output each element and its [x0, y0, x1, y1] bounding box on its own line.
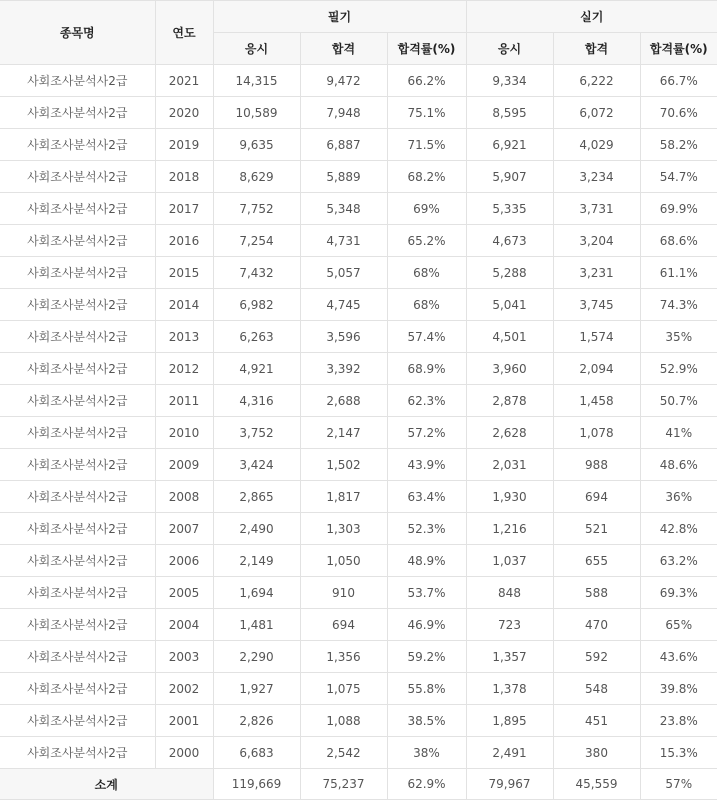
cell-written-applicants: 10,589: [213, 97, 300, 129]
cell-written-passed: 5,889: [300, 161, 387, 193]
cell-practical-passed: 988: [553, 449, 640, 481]
cell-item-name: 사회조사분석사2급: [0, 481, 155, 513]
table-row: [0, 545, 717, 577]
cell-practical-passed: 694: [553, 481, 640, 513]
cell-practical-applicants: 1,216: [466, 513, 553, 545]
cell-year: 2005: [155, 577, 213, 609]
cell-written-pass-rate: 38.5%: [387, 705, 466, 737]
cell-year: 2003: [155, 641, 213, 673]
cell-written-passed: 2,542: [300, 737, 387, 769]
cell-practical-passed: 470: [553, 609, 640, 641]
cell-practical-applicants: 1,357: [466, 641, 553, 673]
cell-practical-pass-rate: 74.3%: [640, 289, 717, 321]
cell-practical-passed: 3,731: [553, 193, 640, 225]
cell-practical-applicants: 1,378: [466, 673, 553, 705]
cell-written-pass-rate: 68%: [387, 257, 466, 289]
cell-written-passed: 1,502: [300, 449, 387, 481]
cell-year: 2014: [155, 289, 213, 321]
cell-item-name: 사회조사분석사2급: [0, 449, 155, 481]
cell-practical-pass-rate: 35%: [640, 321, 717, 353]
group-header-practical: 실기: [466, 1, 717, 33]
cell-practical-passed: 588: [553, 577, 640, 609]
col-header-year: 연도: [155, 1, 213, 65]
cell-practical-pass-rate: 70.6%: [640, 97, 717, 129]
total-practical-pass-rate: 57%: [640, 769, 717, 800]
cell-year: 2021: [155, 65, 213, 97]
cell-practical-pass-rate: 69.3%: [640, 577, 717, 609]
cell-written-applicants: 3,752: [213, 417, 300, 449]
table-row: [0, 737, 717, 769]
cell-item-name: 사회조사분석사2급: [0, 737, 155, 769]
cell-practical-pass-rate: 69.9%: [640, 193, 717, 225]
cell-written-pass-rate: 62.3%: [387, 385, 466, 417]
cell-year: 2004: [155, 609, 213, 641]
cell-written-passed: 3,596: [300, 321, 387, 353]
cell-year: 2018: [155, 161, 213, 193]
table-row: [0, 161, 717, 193]
cell-written-pass-rate: 48.9%: [387, 545, 466, 577]
cell-written-pass-rate: 65.2%: [387, 225, 466, 257]
cell-practical-passed: 592: [553, 641, 640, 673]
cell-practical-applicants: 5,041: [466, 289, 553, 321]
cell-year: 2011: [155, 385, 213, 417]
cell-written-passed: 2,688: [300, 385, 387, 417]
cell-practical-passed: 548: [553, 673, 640, 705]
cell-practical-passed: 1,458: [553, 385, 640, 417]
cell-written-applicants: 9,635: [213, 129, 300, 161]
cell-written-pass-rate: 66.2%: [387, 65, 466, 97]
cell-written-applicants: 3,424: [213, 449, 300, 481]
cell-written-pass-rate: 68.2%: [387, 161, 466, 193]
cell-written-passed: 1,303: [300, 513, 387, 545]
cell-item-name: 사회조사분석사2급: [0, 321, 155, 353]
cell-item-name: 사회조사분석사2급: [0, 545, 155, 577]
cell-practical-pass-rate: 23.8%: [640, 705, 717, 737]
total-written-applicants: 119,669: [213, 769, 300, 800]
cell-practical-pass-rate: 65%: [640, 609, 717, 641]
cell-practical-applicants: 5,907: [466, 161, 553, 193]
cell-written-passed: 3,392: [300, 353, 387, 385]
cell-practical-passed: 2,094: [553, 353, 640, 385]
cell-practical-applicants: 2,628: [466, 417, 553, 449]
cell-written-passed: 7,948: [300, 97, 387, 129]
table-row: [0, 449, 717, 481]
total-row: [0, 769, 717, 800]
cell-item-name: 사회조사분석사2급: [0, 97, 155, 129]
cell-written-passed: 6,887: [300, 129, 387, 161]
cell-practical-applicants: 1,037: [466, 545, 553, 577]
cell-practical-pass-rate: 15.3%: [640, 737, 717, 769]
cell-year: 2010: [155, 417, 213, 449]
cell-written-passed: 1,075: [300, 673, 387, 705]
table-body: [0, 65, 717, 769]
cell-written-applicants: 1,927: [213, 673, 300, 705]
total-written-pass-rate: 62.9%: [387, 769, 466, 800]
cell-written-applicants: 7,254: [213, 225, 300, 257]
cell-practical-passed: 655: [553, 545, 640, 577]
cell-practical-passed: 521: [553, 513, 640, 545]
cell-practical-passed: 3,231: [553, 257, 640, 289]
cell-written-applicants: 2,149: [213, 545, 300, 577]
cell-practical-passed: 451: [553, 705, 640, 737]
cell-practical-pass-rate: 39.8%: [640, 673, 717, 705]
cell-practical-applicants: 1,895: [466, 705, 553, 737]
cell-practical-pass-rate: 36%: [640, 481, 717, 513]
col-header-written-pass-rate: 합격률(%): [387, 33, 466, 65]
group-header-written: 필기: [213, 1, 466, 33]
cell-practical-applicants: 1,930: [466, 481, 553, 513]
cell-written-applicants: 4,316: [213, 385, 300, 417]
cell-practical-passed: 3,234: [553, 161, 640, 193]
table-row: [0, 417, 717, 449]
cell-written-applicants: 2,865: [213, 481, 300, 513]
cell-written-applicants: 1,481: [213, 609, 300, 641]
cell-written-pass-rate: 38%: [387, 737, 466, 769]
cell-written-applicants: 4,921: [213, 353, 300, 385]
cell-practical-applicants: 5,288: [466, 257, 553, 289]
cell-written-pass-rate: 68.9%: [387, 353, 466, 385]
table-row: [0, 225, 717, 257]
cell-practical-pass-rate: 68.6%: [640, 225, 717, 257]
cell-year: 2009: [155, 449, 213, 481]
cell-written-pass-rate: 68%: [387, 289, 466, 321]
table-row: [0, 129, 717, 161]
cell-year: 2015: [155, 257, 213, 289]
cell-written-applicants: 2,826: [213, 705, 300, 737]
cell-written-pass-rate: 43.9%: [387, 449, 466, 481]
cell-practical-applicants: 3,960: [466, 353, 553, 385]
cell-practical-pass-rate: 41%: [640, 417, 717, 449]
cell-written-pass-rate: 63.4%: [387, 481, 466, 513]
table-row: [0, 353, 717, 385]
cell-year: 2006: [155, 545, 213, 577]
cell-practical-applicants: 5,335: [466, 193, 553, 225]
cell-written-applicants: 6,683: [213, 737, 300, 769]
cell-written-pass-rate: 75.1%: [387, 97, 466, 129]
cell-practical-passed: 1,078: [553, 417, 640, 449]
cell-written-applicants: 6,982: [213, 289, 300, 321]
table-row: [0, 385, 717, 417]
cell-practical-applicants: 2,491: [466, 737, 553, 769]
cell-item-name: 사회조사분석사2급: [0, 577, 155, 609]
cell-item-name: 사회조사분석사2급: [0, 513, 155, 545]
cell-year: 2017: [155, 193, 213, 225]
cell-practical-passed: 4,029: [553, 129, 640, 161]
table-row: [0, 257, 717, 289]
total-written-passed: 75,237: [300, 769, 387, 800]
cell-year: 2000: [155, 737, 213, 769]
cell-written-passed: 1,356: [300, 641, 387, 673]
total-label: 소계: [0, 769, 213, 800]
col-header-practical-pass-rate: 합격률(%): [640, 33, 717, 65]
cell-practical-applicants: 8,595: [466, 97, 553, 129]
table-row: [0, 641, 717, 673]
col-header-practical-passed: 합격: [553, 33, 640, 65]
cell-written-applicants: 2,490: [213, 513, 300, 545]
cell-year: 2019: [155, 129, 213, 161]
cell-written-passed: 5,348: [300, 193, 387, 225]
cell-practical-applicants: 4,673: [466, 225, 553, 257]
table-row: [0, 97, 717, 129]
table-row: [0, 193, 717, 225]
cell-written-pass-rate: 57.2%: [387, 417, 466, 449]
cell-written-applicants: 2,290: [213, 641, 300, 673]
cell-item-name: 사회조사분석사2급: [0, 161, 155, 193]
cell-written-pass-rate: 55.8%: [387, 673, 466, 705]
cell-practical-pass-rate: 61.1%: [640, 257, 717, 289]
cell-year: 2008: [155, 481, 213, 513]
col-header-written-applicants: 응시: [213, 33, 300, 65]
table-row: [0, 609, 717, 641]
table-row: [0, 673, 717, 705]
cell-item-name: 사회조사분석사2급: [0, 385, 155, 417]
cell-practical-pass-rate: 63.2%: [640, 545, 717, 577]
cell-practical-pass-rate: 58.2%: [640, 129, 717, 161]
cell-practical-applicants: 723: [466, 609, 553, 641]
cell-written-passed: 9,472: [300, 65, 387, 97]
col-header-item-name: 종목명: [0, 1, 155, 65]
cell-written-applicants: 6,263: [213, 321, 300, 353]
cell-written-passed: 4,731: [300, 225, 387, 257]
table-row: [0, 65, 717, 97]
cell-year: 2013: [155, 321, 213, 353]
cell-item-name: 사회조사분석사2급: [0, 353, 155, 385]
cell-written-pass-rate: 57.4%: [387, 321, 466, 353]
cell-written-applicants: 8,629: [213, 161, 300, 193]
cell-item-name: 사회조사분석사2급: [0, 225, 155, 257]
cell-written-passed: 1,817: [300, 481, 387, 513]
cell-item-name: 사회조사분석사2급: [0, 673, 155, 705]
cell-practical-applicants: 6,921: [466, 129, 553, 161]
cell-year: 2007: [155, 513, 213, 545]
cell-practical-applicants: 2,031: [466, 449, 553, 481]
cell-written-pass-rate: 69%: [387, 193, 466, 225]
cell-written-passed: 5,057: [300, 257, 387, 289]
cell-written-applicants: 7,432: [213, 257, 300, 289]
cell-written-pass-rate: 59.2%: [387, 641, 466, 673]
cell-item-name: 사회조사분석사2급: [0, 65, 155, 97]
cell-practical-applicants: 848: [466, 577, 553, 609]
cell-item-name: 사회조사분석사2급: [0, 705, 155, 737]
cell-year: 2012: [155, 353, 213, 385]
cell-practical-applicants: 9,334: [466, 65, 553, 97]
table-row: [0, 513, 717, 545]
cell-year: 2001: [155, 705, 213, 737]
cell-written-passed: 2,147: [300, 417, 387, 449]
table-row: [0, 481, 717, 513]
cell-item-name: 사회조사분석사2급: [0, 129, 155, 161]
total-practical-applicants: 79,967: [466, 769, 553, 800]
cell-practical-applicants: 4,501: [466, 321, 553, 353]
cell-practical-passed: 6,222: [553, 65, 640, 97]
cell-year: 2016: [155, 225, 213, 257]
cell-item-name: 사회조사분석사2급: [0, 641, 155, 673]
cell-practical-passed: 3,204: [553, 225, 640, 257]
cell-practical-pass-rate: 48.6%: [640, 449, 717, 481]
cell-written-passed: 1,050: [300, 545, 387, 577]
cell-written-passed: 4,745: [300, 289, 387, 321]
cell-practical-pass-rate: 54.7%: [640, 161, 717, 193]
col-header-written-passed: 합격: [300, 33, 387, 65]
cell-item-name: 사회조사분석사2급: [0, 289, 155, 321]
table-row: [0, 577, 717, 609]
cell-item-name: 사회조사분석사2급: [0, 193, 155, 225]
table-row: [0, 705, 717, 737]
cell-written-pass-rate: 52.3%: [387, 513, 466, 545]
cell-practical-passed: 1,574: [553, 321, 640, 353]
cell-written-passed: 694: [300, 609, 387, 641]
cell-practical-pass-rate: 43.6%: [640, 641, 717, 673]
total-practical-passed: 45,559: [553, 769, 640, 800]
cell-written-passed: 910: [300, 577, 387, 609]
cell-practical-applicants: 2,878: [466, 385, 553, 417]
cell-practical-pass-rate: 50.7%: [640, 385, 717, 417]
cell-written-pass-rate: 53.7%: [387, 577, 466, 609]
cell-practical-passed: 6,072: [553, 97, 640, 129]
col-header-practical-applicants: 응시: [466, 33, 553, 65]
table-row: [0, 289, 717, 321]
cell-year: 2002: [155, 673, 213, 705]
cell-written-applicants: 1,694: [213, 577, 300, 609]
header-row-top: [0, 1, 717, 33]
cell-item-name: 사회조사분석사2급: [0, 257, 155, 289]
cell-written-applicants: 14,315: [213, 65, 300, 97]
cell-item-name: 사회조사분석사2급: [0, 609, 155, 641]
cell-practical-passed: 380: [553, 737, 640, 769]
cell-written-passed: 1,088: [300, 705, 387, 737]
cell-written-applicants: 7,752: [213, 193, 300, 225]
cell-item-name: 사회조사분석사2급: [0, 417, 155, 449]
cell-practical-pass-rate: 52.9%: [640, 353, 717, 385]
table-row: [0, 321, 717, 353]
cell-written-pass-rate: 46.9%: [387, 609, 466, 641]
cell-year: 2020: [155, 97, 213, 129]
cell-practical-pass-rate: 66.7%: [640, 65, 717, 97]
cell-written-pass-rate: 71.5%: [387, 129, 466, 161]
cell-practical-pass-rate: 42.8%: [640, 513, 717, 545]
cell-practical-passed: 3,745: [553, 289, 640, 321]
